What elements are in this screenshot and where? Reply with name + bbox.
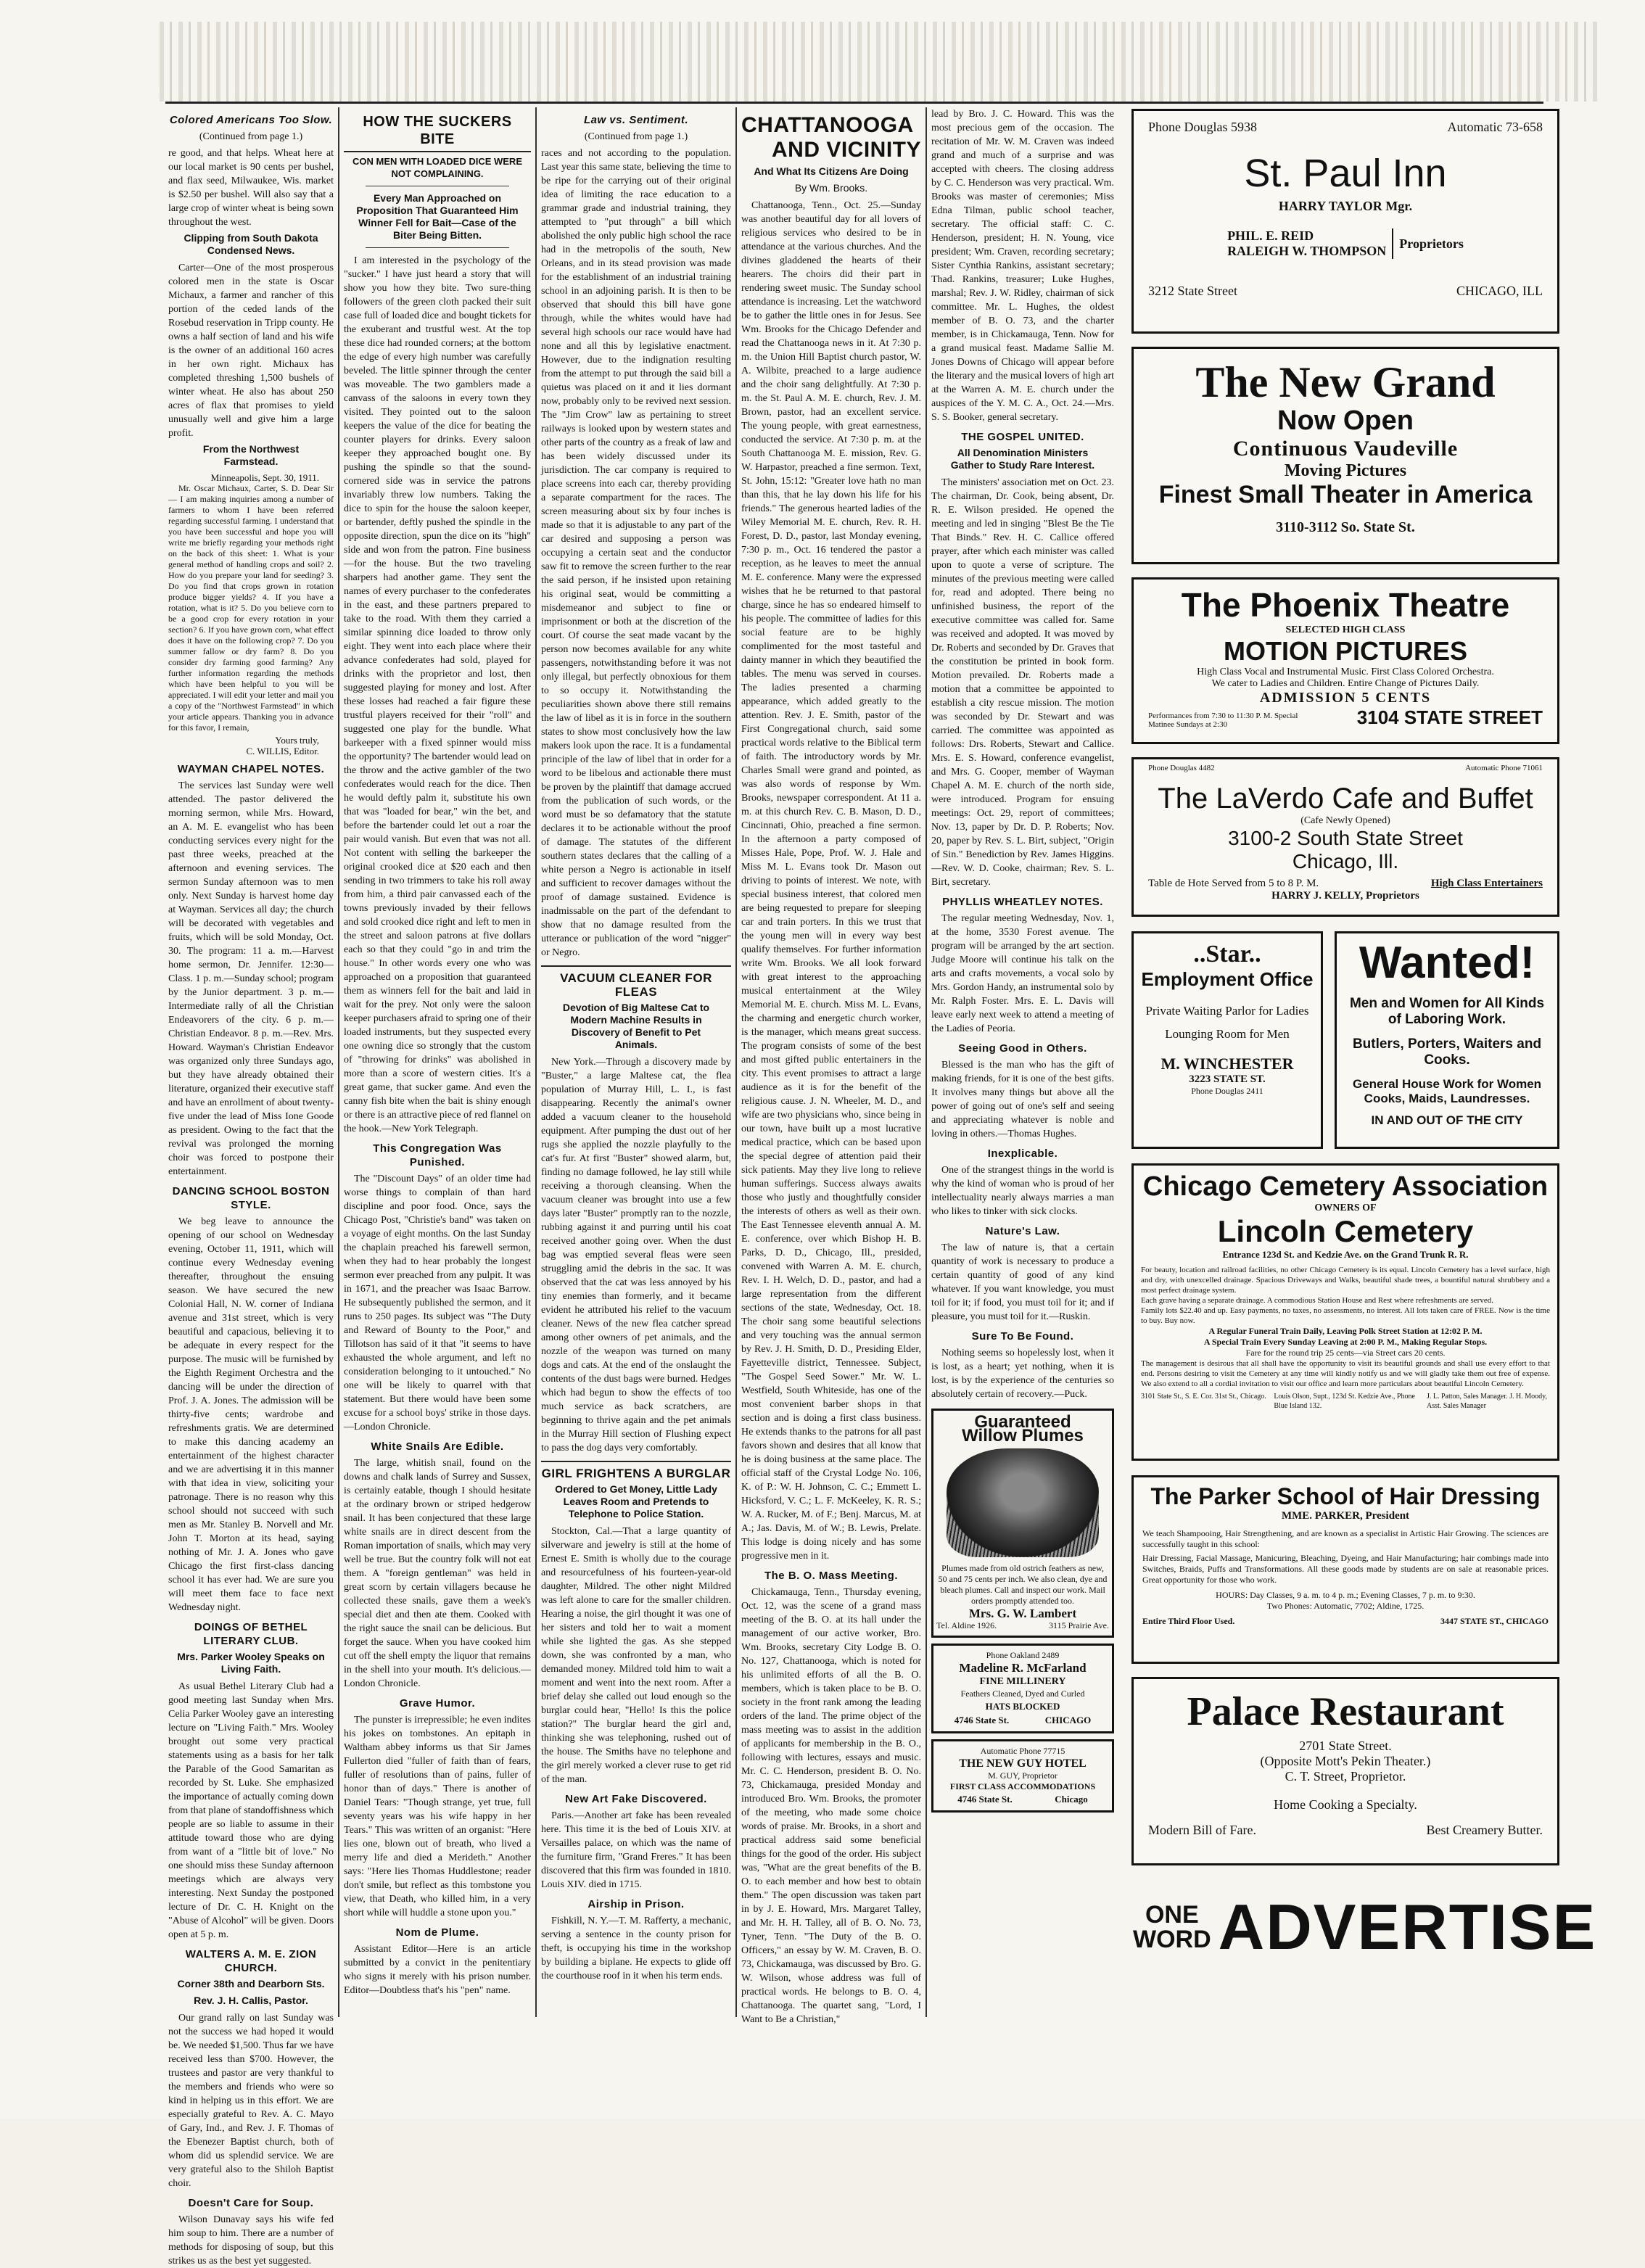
ad-grand-open: Now Open bbox=[1277, 405, 1414, 436]
ad-cemetery-special: A Special Train Every Sunday Leaving at 2:00 P. M., Making Regular Stops. bbox=[1203, 1337, 1488, 1347]
ad-new-guy-hotel bbox=[931, 1739, 1114, 1813]
ad-grand-vaudeville: Continuous Vaudeville bbox=[1232, 437, 1459, 461]
ad-laverdo-cafe bbox=[1131, 757, 1559, 917]
ad-phoenix-footer bbox=[1134, 706, 1557, 729]
article-paragraph: New York.—Through a discovery made by "Buster," a large Maltese cat, the flea population of Murray Hill, L. I., is fast disappearing. Recently the animal's owner added a vacuum cleaner to the household equipment. After pumping the dust out of her rugs she applied the nozzle playfully to the cat's fur. At first "Buster" showed alarm, but, finding no damage followed, he lay still while receiving a thorough cleansing. When the vacuum cleaner was brought into use a few days later "Buster" promptly ran to the nozzle, rubbing against it and purring until his coat received another going over. When the dust bag was emptied several fleas were seen struggling amid the debris in the sac. It was observed that the cat was less annoyed by his tiny enemies than formerly, and it became evident he attributed his relief to the vacuum cleaner. News of the new flea catcher spread among other owners of pet animals, and the nozzle of the weapon was turned on many dogs and cats. At the end of the onslaught the contents of the dust bags were burned. Hedges which had begun to show the effects of too much service as back scratchers, are beginning to thrive again and the pet animals in the Murray Hill section of Flushing expect to pass the dog days very comfortably. bbox=[541, 1057, 731, 1453]
letter-close: Yours truly, bbox=[275, 735, 319, 746]
continued-note: (Continued from page 1.) bbox=[584, 131, 688, 142]
headline-nom-de-plume: Nom de Plume. bbox=[395, 1926, 479, 1939]
article-paragraph: We beg leave to announce the opening of our school on Wednesday evening, October 11, 1911, which will continue every Wednesday evening thereafter, throughout the ensuing season. We have secured the new Colonial Hall, N. W. corner of Indiana avenue and 31st street, which is very beautiful and capacious, believing it to be adequate in every respect for the purpose. The music will be furnished by the Eighth Regiment Orchestra and the dancing will be under the direction of Prof. J. A. Jones. The admission will be thirty-five cents; wardrobe and refreshments gratis. We are determined to make this dancing academy an entertainment of the highest character and we are advertising it in this manner with that idea in view, soliciting your patronage. There is no reason why this school should not succeed with such men as Mr. Stanley B. Norvell and Mr. John T. Morton at its head, saying nothing of Mr. J. A. Jones who gave Chicago the first first-class dancing school it has ever had. We are sure you will meet them face to face next Wednesday night. bbox=[168, 1216, 334, 1613]
ad-millinery-city: CHICAGO bbox=[1044, 1715, 1092, 1725]
ad-grand-pictures: Moving Pictures bbox=[1284, 461, 1407, 480]
ad-star-line-2: Lounging Room for Men bbox=[1165, 1027, 1290, 1041]
ad-cemetery-fare: Fare for the round trip 25 cents—via Street cars 20 cents. bbox=[1245, 1348, 1446, 1358]
article-paragraph: Blessed is the man who has the gift of making friends, for it is one of the best gifts. It involves many things but above all the power of going out of one's self and seeing and appreciating whatever is noble and loving in others.—Thomas Hughes. bbox=[931, 1060, 1114, 1139]
ad-cemetery-p2: Each grave having a separate drainage. A commodious Station House and Rest where refreshments are served. bbox=[1141, 1296, 1493, 1305]
headline-soup: Doesn't Care for Soup. bbox=[188, 2197, 314, 2209]
ad-plumes-footer bbox=[936, 1620, 1109, 1631]
ad-stpaul-city: CHICAGO, ILL bbox=[1456, 284, 1543, 298]
ad-cemetery-lincoln: Lincoln Cemetery bbox=[1217, 1214, 1474, 1248]
article-paragraph: The punster is irrepressible; he even indites his jokes on tombstones. An epitaph in Waltham abbey informs us that Sir James Fullerton died "fuller of faith than of fears, fuller of resolutions than of pains, fuller of honor than of days." There is another of Daniel Tears: "Though strange, yet true, full seventy years was his wife happy in her Tears." This was written of an organist: "Here lies one, blown out of breath, who lived a merry life and died a Merideth." Another says: "Here lies Thomas Huddlestone; reader don't smile, but reflect as this tombstone you view, that Death, who killed him, in a very short while will huddle a stone upon you." bbox=[344, 1715, 531, 1918]
ad-stpaul-name: St. Paul Inn bbox=[1244, 152, 1447, 195]
article-paragraph: races and not according to the population. Last year this same state, believing the time to be ripe for the carrying out of their original idea of limiting the race education to a grammar grade and industrial training, they attempted to "put through" a bill which abolished the only public high school the race had in the metropolis of the south, New Orleans, and in its stead provision was made for the establishment of an industrial training school in an adjoining parish. It is then to be observed that should this bill have gone through, while the whites would have had several high schools our race would have had none and all this by legislative enactment. However, due to the indignation resulting from the attempt to put through the said bill a quietus was placed on it and it lies dormant now, probably only to be revived next session. The "Jim Crow" law as pertaining to street railways is looked upon by western states and other parts of the country as a freak of law and has been widely discussed under its jurisdiction. The car company is required to place screens into each car, thereby providing a separate compartment for the races. The screen measuring about six by four inches is made so that it is adjustable to any part of the car desired and supposing a person was occupying a certain seat and the conductor saw fit to remove the screen further to the rear the said person, if he insisted upon retaining his original seat, would be committing a misdemeanor and subject to fine or imprisonment or both at the discretion of the court. Of course the seat made vacant by the person now becomes available for any white passengers, notwithstanding before it was not only illegal, but perfectly obnoxious for them to so occupy it. Notwithstanding the peculiarities shown above there still remains the law of libel as it is in force in the southern states to show most conclusively how the law makers look upon the race. It is a fundamental principle of the law of libel that in order for a word to be libelous and actionable there must be proven by the plaintiff that damage accrued from the publication of such words, or the word must be so defamatory that the statute declares it to be actionable without the proof of damage. The statutes of the different southern states declares that the calling of a white person a Negro is actionable in itself and sufficient to recover damages without the proof of damage sustained. Evidence is inadmissable on the part of the defendant to show that no damage resulted from the utterance or publication of the word "nigger" or Negro. bbox=[541, 148, 731, 958]
ad-wanted bbox=[1335, 931, 1559, 1149]
ad-plumes-tel: Tel. Aldine 1926. bbox=[936, 1620, 997, 1630]
ad-millinery bbox=[931, 1644, 1114, 1733]
headline-bethel: DOINGS OF BETHEL LITERARY CLUB. bbox=[194, 1621, 308, 1647]
column-2 bbox=[344, 107, 531, 2032]
advertise-big: ADVERTISE bbox=[1218, 1891, 1597, 1963]
ad-star-line-1: Private Waiting Parlor for Ladies bbox=[1145, 1004, 1309, 1018]
ad-star-address: 3223 STATE ST. bbox=[1189, 1073, 1266, 1085]
ad-laverdo-auto: Automatic Phone 71061 bbox=[1465, 764, 1543, 772]
ad-laverdo-address: 3100-2 South State Street bbox=[1228, 827, 1463, 849]
article-paragraph: Our grand rally on last Sunday was not the success we had hoped it would be. We needed $1,500. Thus far we have received less than $700. However, the trustees and pastor are very thankful to the members and friends who were so kind in helping us in this effort. We are especially grateful to Rev. A. C. Mayo of Gary, Ind., and Rev. J. F. Thomas of the Ebenezer Baptist church, both of whom did us splendid service. We are very grateful also to the Shiloh Baptist choir. bbox=[168, 2013, 334, 2189]
ad-palace-proprietor: C. T. Street, Proprietor. bbox=[1285, 1769, 1406, 1784]
article-paragraph: The regular meeting Wednesday, Nov. 1, at the home, 3530 Forest avenue. The program will be arranged by the art section. Judge Moore will continue his talk on the arts and crafts movements, a vocal solo by Mrs. Gordon Handy, an instrumental solo by Mr. Ralph Foster. Mrs. E. L. Davis will leave early next week to attend a meeting of the Ladies of Peoria. bbox=[931, 913, 1114, 1034]
ad-plumes-title-2: Willow Plumes bbox=[962, 1426, 1084, 1446]
deck-suckers-1: CON MEN WITH LOADED DICE WERE NOT COMPLAINING. bbox=[352, 156, 522, 179]
ad-plumes-address: 3115 Prairie Ave. bbox=[1049, 1620, 1109, 1630]
article-paragraph: re good, and that helps. Wheat here at our local market is 90 cents per bushel, and flax seed, Milwaukee, Wis. market is $2.50 per bushel. Will also say that a large crop of winter wheat is being sown throughout the west. bbox=[168, 148, 334, 228]
column-divider bbox=[735, 107, 737, 2017]
headline-airship: Airship in Prison. bbox=[588, 1898, 685, 1910]
headline-art-fake: New Art Fake Discovered. bbox=[565, 1793, 707, 1805]
subhead-bethel: Mrs. Parker Wooley Speaks on Living Faith. bbox=[177, 1651, 325, 1675]
ad-parker-name: The Parker School of Hair Dressing bbox=[1150, 1483, 1541, 1509]
article-paragraph: Chattanooga, Tenn., Oct. 25.—Sunday was another beautiful day for all lovers of religious services who desired to be in attendance at the various churches. And the divines gladdened the hearts of their hearers. The choirs did their part in rendering sweet music. The Sunday school attendance is increasing. Let the watchword be to gather the little ones in for Jesus. See Wm. Brooks for the Chicago Defender and read the Chattanooga news in it. At 7:30 p. m. the Union Hill Baptist church pastor, W. A. Wilbite, preached to a large audience and the choir sang delightfully. At 7:30 p. m. the St. Paul A. M. E. church, Rev. J. M. Brown, pastor, had an excellent service. The young people, with great earnestness, conducted the service. At 7:30 p. m. at the South Chattanooga M. E. mission, Rev. G. W. Harpastor, preached a fine sermon. Text, St. John, 15:12: "Greater love hath no man than this, that he lay down his life for his friends." The generous hearted ladies of the Wiley Memorial M. E. church, Rev. R. H. Forest, D. D., pastor, last Monday evening, 7:30 p. m., Oct. 16 tendered the pastor a reception, as he leaves to meet the annual M. E. conference. Many were the expressed wishes that he be returned to that pastoral charge, since he has so endeared himself to his people. The committee of ladies for this social feature are to be highly complimented for the most tasteful and dainty manner in which they beautified the tables. The menu was served in courses. The ladies presented a charming appearance, which added greatly to the attention. Rev. J. E. Smith, pastor of the First Congregational church, said some practical words relative to the Biblical term of faith. The introductory words by Mr. Charles Small were grand and pointed, as was also words of response by Wm. Brooks, newspaper correspondent. At 11 a. m. at this church Rev. C. B. Mason, D. D., Cincinnati, Ohio, preached a fine sermon. In the afternoon a party composed of Misses Hale, Pope, Prof. W. J. Hale and Miss M. L. Evans took Dr. Mason out driving to points of interest. We note, with special business interest, that colored men are being requested to prepare for sleeping car and train porters. In this we trust that the young men will in every way best qualify themselves. For further information write Wm. Brooks. We all look forward with great interest to the approaching musical entertainment at the Wiley Memorial M. E. church. Miss M. L. Evans, the charming and energetic church worker, is the manager, which means great success. The program consists of some of the best and most gifted public entertainers in the city. This event promises to attract a large audience as it is for the benefit of the religious cause. J. N. Wheeler, M. D., and wife are two physicians who, since being in our town, have built up a most lucrative medical practice, which can be based upon the special degree of attention paid their sick patients. May they live long to relieve human sufferings. Success always awaits those who justly and thoughtfully consider the interests of others as well as their own. The East Tennessee eleventh annual A. M. E. conference, over which Bishop H. B. Parks, D. D., Chicago, Ill., presided, convened with Warren A. M. E. church, Rev. I. H. Welch, D. D., pastor, and had a large representation from the different sections of the state, Wednesday, Oct. 18. The choir sang some beautiful selections and very touching was the annual sermon by Rev. J. H. Smith, D. D., Presiding Elder, Fayetteville district, Tennessee. Subject, "The Gospel Seed Sower." Mr. W. L. Westfield, South Whiteside, has one of the most convenient barber shops in that section and is doing a first class business. He extends thanks to the patrons for all past favors shown and desires that all know that he is doing business at the same place. The official staff of the Crystal Lodge No. 106, K. of P.: W. H. Johnson, C. C.; Emmett L. Hicksford, V. C.; L. F. McKeeley, K. R. S.; W. A. Rucker, M. of F.; Benj. Marcus, M. at A.; Jas. Davis, M. of W.; B. Lewis, Prelate. This lodge is doing nicely and has some progressive men in it. bbox=[741, 200, 921, 1562]
ad-parker-footer bbox=[1142, 1616, 1549, 1627]
ad-hotel-address: 4746 State St. bbox=[957, 1794, 1013, 1805]
column-1 bbox=[168, 107, 334, 2267]
headline-colored-americans: Colored Americans Too Slow. bbox=[169, 114, 333, 126]
ad-millinery-text: Feathers Cleaned, Dyed and Curled bbox=[960, 1688, 1085, 1699]
headline-girl-burglar: GIRL FRIGHTENS A BURGLAR bbox=[541, 1461, 731, 1480]
ad-palace-opposite: (Opposite Mott's Pekin Theater.) bbox=[1260, 1754, 1431, 1768]
letter-text: Mr. Oscar Michaux, Carter, S. D. Dear Sir— I am making inquiries among a number of farmers to whom I have been referred regarding successful farming. I understand that you have been successful and hope you will write me briefly regarding your methods right on the back of this sheet: 1. What is your general method of handling crops and soil? 2. How do you prepare your land for seeding? 3. Do you find that crops grown in rotation produce bigger yields? 4. If you have a rotation, what is it? 5. Do you believe corn to be a good crop for every rotation in your section? 6. If you have grown corn, what effect does it have on the following crop? 7. Do you summer fallow or dry farm? 8. Do you consider dry farming good farming? Any further information regarding the methods which have been helpful to you will be appreciated. I will edit your letter and mail you a copy of the "Northwest Farmstead" in which your article appears. Thanking you in advance for this favor, I remain, bbox=[168, 483, 334, 733]
ad-laverdo-new: (Cafe Newly Opened) bbox=[1300, 815, 1390, 826]
headline-natures-law: Nature's Law. bbox=[985, 1225, 1060, 1237]
ad-stpaul-auto: Automatic 73-658 bbox=[1447, 120, 1543, 134]
ad-wanted-line-4: IN AND OUT OF THE CITY bbox=[1371, 1113, 1523, 1127]
ad-parker-address: 3447 STATE ST., CHICAGO bbox=[1440, 1616, 1549, 1626]
deck-girl: Ordered to Get Money, Little Lady Leaves Room and Pretends to Telephone to Police Station. bbox=[555, 1483, 717, 1519]
ad-phoenix-address: 3104 STATE STREET bbox=[1356, 706, 1543, 728]
article-paragraph: Wilson Dunavay says his wife fed him soup to him. There are a number of methods for disposing of soup, but this strikes us as the best yet suggested. bbox=[168, 2214, 334, 2267]
ad-palace-restaurant bbox=[1131, 1677, 1559, 1865]
ad-millinery-hats: HATS BLOCKED bbox=[985, 1701, 1060, 1712]
ad-parker-floor: Entire Third Floor Used. bbox=[1142, 1616, 1235, 1626]
ad-cemetery-footer bbox=[1141, 1392, 1550, 1411]
ad-laverdo-entertainers: High Class Entertainers bbox=[1430, 878, 1543, 889]
ad-cemetery-sales bbox=[1427, 1392, 1550, 1411]
ad-phoenix-admission: ADMISSION 5 CENTS bbox=[1259, 690, 1432, 706]
ad-hotel-name: THE NEW GUY HOTEL bbox=[959, 1757, 1087, 1770]
ad-parker-hours: HOURS: Day Classes, 9 a. m. to 4 p. m.; Evening Classes, 7 p. m. to 9:30. bbox=[1216, 1590, 1475, 1600]
ad-plumes-owner: Mrs. G. W. Lambert bbox=[968, 1607, 1077, 1620]
ad-parker-president: MME. PARKER, President bbox=[1281, 1510, 1410, 1522]
letter-signature: C. WILLIS, Editor. bbox=[246, 746, 319, 756]
ad-grand-address: 3110-3112 So. State St. bbox=[1276, 519, 1415, 535]
deck-suckers-2: Every Man Approached on Proposition That Guaranteed Him Winner Fell for Bait—Case of the Biter Being Bitten. bbox=[356, 192, 519, 241]
ad-cemetery-train: A Regular Funeral Train Daily, Leaving Polk Street Station at 12:02 P. M. bbox=[1208, 1326, 1483, 1336]
article-paragraph: One of the strangest things in the world is why the kind of woman who is proud of her intellectuality nearly always marries a man who likes to tinker with sick clocks. bbox=[931, 1165, 1114, 1217]
ad-wanted-head: Wanted! bbox=[1359, 938, 1535, 988]
ad-cemetery-owners: OWNERS OF bbox=[1314, 1203, 1377, 1213]
subhead-farmstead: From the Northwest Farmstead. bbox=[202, 443, 300, 467]
ad-parker-p1: We teach Shampooing, Hair Strengthening, and are known as a specialist in Artistic Hair Growing. The sciences are successfully taught in this school: bbox=[1142, 1528, 1549, 1549]
ad-cemetery-asst-mgr: J. H. Moody, Asst. Sales Manager bbox=[1426, 1393, 1547, 1410]
ad-laverdo-city: Chicago, Ill. bbox=[1292, 850, 1399, 873]
column-divider bbox=[338, 107, 339, 2017]
headline-suckers: HOW THE SUCKERS BITE bbox=[344, 113, 531, 152]
ad-phoenix-selected: SELECTED HIGH CLASS bbox=[1285, 624, 1406, 635]
ad-palace-footer bbox=[1134, 1823, 1557, 1838]
ad-phoenix-theatre bbox=[1131, 577, 1559, 744]
ad-star-name: ..Star.. bbox=[1193, 941, 1261, 968]
advertise-banner bbox=[1133, 1887, 1597, 1967]
torn-masthead-edge bbox=[160, 22, 1603, 102]
article-paragraph: The large, whitish snail, found on the downs and chalk lands of Surrey and Sussex, is certainly eatable, though I should hesitate at the ordinary brown or striped hedgerow snail. It has been conjectured that these large white snails are in direct descent from the Roman importation of snails, which may very well be true. But the country folk will not eat them. A "foreign gentleman" was held in great scorn by certain villagers because he collected these snails, gave them a week's special diet and then ate them. Cooked with the right sauce the snail can be delicious. But forget the sauce. When you have cooked him cut off the shell empty the liquor that remains in the shell into your mouth. It's delicious.—London Chronicle. bbox=[344, 1458, 531, 1689]
ad-cemetery-p1: For beauty, location and railroad facilities, no other Chicago Cemetery is its equal. Lincoln Cemetery has a level surface, high and dry, with unexcelled drainage. Spacious Driveways and Walks, beautiful shade trees, a bountiful natural shrubbery and a most perfect drainage system. bbox=[1141, 1266, 1550, 1295]
ad-stpaul-mgr: HARRY TAYLOR Mgr. bbox=[1278, 199, 1413, 213]
article-paragraph: The law of nature is, that a certain quantity of work is necessary to produce a certain quantity of good of any kind whatever. If you want knowledge, you must toil for it; if food, you must toil for it; and if pleasure, you must toil for it.—Ruskin. bbox=[931, 1242, 1114, 1322]
ad-plumes-title-1: Guaranteed bbox=[974, 1412, 1071, 1432]
ad-cemetery-supt: Louis Olson, Supt., 123d St. Kedzie Ave., Phone Blue Island 132. bbox=[1274, 1393, 1415, 1410]
ad-phoenix-performances: Performances from 7:30 to 11:30 P. M. Special Matinee Sundays at 2:30 bbox=[1148, 712, 1298, 729]
ad-wanted-line-2: Butlers, Porters, Waiters and Cooks. bbox=[1352, 1036, 1542, 1068]
ad-parker-phones: Two Phones: Automatic, 7702; Aldine, 1725. bbox=[1266, 1601, 1425, 1611]
column-4 bbox=[741, 107, 921, 2032]
article-paragraph: Nothing seems so hopelessly lost, when it is lost, as a heart; yet nothing, when it is lost, is by the experience of the centuries so absolutely certain of recovery.—Puck. bbox=[931, 1348, 1114, 1400]
ad-millinery-address: 4746 State St. bbox=[954, 1715, 1010, 1725]
ad-grand-name: The New Grand bbox=[1195, 358, 1496, 406]
ad-phoenix-motion: MOTION PICTURES bbox=[1223, 636, 1467, 666]
ad-plumes-text: Plumes made from old ostrich feathers as new, 50 and 75 cents per inch. We also clean, dye and bleach plumes. Call and inspect our work. Mail orders promptly attended too. bbox=[938, 1563, 1108, 1606]
ad-new-grand bbox=[1131, 347, 1559, 564]
ad-cemetery-p4: The management is desirous that all shall have the opportunity to visit its beautiful grounds and shall use every effort to that end. Persons desiring to visit the Cemetery at any time will kindly notify us and we will gladly take them out free of expense. We also extend to all a cordial invitation to visit our office and learn more particulars about beautiful Lincoln Cemetery. bbox=[1141, 1359, 1550, 1388]
article-paragraph: As usual Bethel Literary Club had a good meeting last Sunday when Mrs. Celia Parker Wooley gave an interesting lecture on "Living Faith." Mrs. Wooley brought out some very practical statements using as a basis for her talk the Parable of the Good Samaritan as recorded by St. Luke. She emphasized the importance of actually coming down from that plane of standoffishness which people are so liable to assume in their attitude toward those who are dying from want of a "little bit of love." No one should miss these Sunday afternoon meetings which are always very interesting. Next Sunday the postponed lecture of Dr. C. H. Knight on the "Abuse of Alcohol" will be given. Doors open at 5 p. m. bbox=[168, 1681, 334, 1940]
headline-dancing-school: DANCING SCHOOL BOSTON STYLE. bbox=[172, 1185, 330, 1211]
article-paragraph: Fishkill, N. Y.—T. M. Rafferty, a mechanic, serving a sentence in the county prison for theft, is occupying his time in the workshop by building a biplane. He expects to glide off the courthouse roof in it when his term ends. bbox=[541, 1916, 731, 1982]
ad-cemetery-name: Chicago Cemetery Association bbox=[1142, 1171, 1549, 1202]
article-paragraph: Paris.—Another art fake has been revealed here. This time it is the bed of Louis XIV. at Versailles palace, on which was the name of the furniture firm, "Grand Freres." It has been discovered that this firm was founded in 1810. Louis XIV. died in 1715. bbox=[541, 1810, 731, 1890]
article-paragraph: Assistant Editor—Here is an article submitted by a convict in the penitentiary who signs it merely with his prison number. Editor—Doubtless that's his "pen" name. bbox=[344, 1944, 531, 1996]
ad-palace-bill: Modern Bill of Fare. bbox=[1148, 1823, 1256, 1837]
ad-palace-name: Palace Restaurant bbox=[1187, 1689, 1504, 1734]
column-3 bbox=[541, 107, 731, 2032]
ad-star-proprietor: M. WINCHESTER bbox=[1160, 1055, 1294, 1073]
headline-phyllis-wheatley: PHYLLIS WHEATLEY NOTES. bbox=[942, 896, 1103, 908]
article-paragraph: The "Discount Days" of an older time had worse things to complain of than hard discipline and poor food. Once, says the Chicago Post, "Christie's band" was taken on a voyage of eight months. On the last Sunday the chaplain preached his farewell sermon, when they had to hear probably the longest sermon ever preached from any pulpit. It was in 1671, and the preacher was Isaac Barrow. He subsequently published the sermon, and it runs to 250 pages. Its subject was "The Duty and Reward of Bounty to the Poor," and Tillotson has said of it that "it seems to have exhausted the whole argument, and left no consideration belonging to it untouched." No one will be likely to quarrel with that statement. But there would have been some excuse for a school boys' strike in those days.—London Chronicle. bbox=[344, 1174, 531, 1432]
advertise-one: ONE bbox=[1145, 1901, 1199, 1929]
ad-stpaul-prop-2: RALEIGH W. THOMPSON bbox=[1227, 244, 1387, 258]
separator bbox=[366, 247, 509, 248]
ad-phoenix-line-1: High Class Vocal and Instrumental Music. First Class Colored Orchestra. bbox=[1197, 667, 1494, 677]
continued-note: (Continued from page 1.) bbox=[199, 131, 303, 142]
ad-cemetery-office: 3101 State St., S. E. Cor. 31st St., Chicago. bbox=[1141, 1393, 1266, 1401]
ad-wanted-line-3: General House Work for Women Cooks, Maids, Laundresses. bbox=[1352, 1077, 1542, 1105]
headline-white-snails: White Snails Are Edible. bbox=[371, 1440, 504, 1453]
dateline: Minneapolis, Sept. 30, 1911. bbox=[210, 472, 319, 483]
headline-gospel-united: THE GOSPEL UNITED. bbox=[961, 431, 1084, 443]
top-rule bbox=[165, 102, 1543, 104]
advertise-word: WORD bbox=[1133, 1926, 1211, 1953]
ad-star-office: Employment Office bbox=[1141, 968, 1314, 990]
ad-millinery-name: Madeline R. McFarland bbox=[959, 1661, 1087, 1675]
deck-chattanooga: And What Its Citizens Are Doing bbox=[754, 165, 909, 177]
ad-hotel-prop: M. GUY, Proprietor bbox=[988, 1770, 1058, 1781]
ad-phoenix-line-2: We cater to Ladies and Children. Entire Change of Pictures Daily. bbox=[1211, 678, 1480, 689]
ad-stpaul-props-label: Proprietors bbox=[1399, 236, 1464, 251]
ad-parker-p2: Hair Dressing, Facial Massage, Manicuring, Bleaching, Dyeing, and Hair Manufacturing; hair combings made into Switches, Braids, Puffs and Transformations. All these goods made by students are on sale at reasonable prices. Great opportunity for those who work. bbox=[1142, 1553, 1549, 1585]
headline-grave-humor: Grave Humor. bbox=[399, 1697, 476, 1710]
ad-palace-home: Home Cooking a Specialty. bbox=[1274, 1797, 1417, 1812]
headline-congregation: This Congregation Was Punished. bbox=[373, 1142, 502, 1168]
ad-star-phone: Phone Douglas 2411 bbox=[1191, 1086, 1263, 1096]
headline-law-sentiment: Law vs. Sentiment. bbox=[583, 114, 689, 126]
ad-hotel-city: Chicago bbox=[1055, 1794, 1088, 1805]
headline-zion-church: WALTERS A. M. E. ZION CHURCH. bbox=[185, 1948, 317, 1974]
ad-millinery-footer bbox=[936, 1713, 1109, 1727]
ad-millinery-phone: Phone Oakland 2489 bbox=[986, 1650, 1060, 1660]
article-paragraph: Chickamauga, Tenn., Thursday evening, Oct. 12, was the scene of a grand mass meeting of the B. O. at its hall under the management of our active worker, Bro. Wm. Brooks, secretary City Lodge B. O. No. 127, Chattanooga, which is noted for his unlimited efforts of all the B. O. members, which is taken place to be B. O. society in the front rank among the leading orders of the land. The prime object of the mass meeting was to assist in the addition of applicants for membership in the B. O., following with lectures, essays and music. Mr. C. C. Henderson, president B. O. No. 73, Chickamauga, presided Monday and introduced Bro. Wm. Brooks, the promoter of the meeting, who made some choice words of praise. Mr. Brooks, in a short and practical address said some beneficial things for the good of the order. His subject was, "What are the great benefits of the B. O. to each member and how best to obtain them." The open discussion was taken part in by J. E. Howard, Mrs. Margaret Talley, and Mr. H. H. Talley, all of B. O. No. 73, Tyner, Tenn. "The Duty of the B. O. Officers," an essay by W. M. Craven, B. O. 73, Chickamauga, was discussed by Bro. G. W. Wilson, whose address was full of practical words. He belongs to B. O. 4, Chattanooga. The quartet sang, "Lord, I Want to Be a Christian," bbox=[741, 1587, 921, 2025]
ad-wanted-line-1: Men and Women for All Kinds of Laboring Work. bbox=[1349, 996, 1545, 1027]
plume-illustration bbox=[947, 1448, 1099, 1557]
ad-palace-address: 2701 State Street. bbox=[1299, 1739, 1392, 1753]
ad-hotel-acc: FIRST CLASS ACCOMMODATIONS bbox=[949, 1781, 1096, 1791]
ad-millinery-line: FINE MILLINERY bbox=[979, 1676, 1066, 1687]
ad-stpaul-prop-1: PHIL. E. REID bbox=[1227, 228, 1314, 243]
ad-hotel-footer bbox=[936, 1792, 1109, 1806]
headline-vacuum-cleaner: VACUUM CLEANER FOR FLEAS bbox=[541, 965, 731, 999]
ad-hotel-phone: Automatic Phone 77715 bbox=[980, 1746, 1065, 1756]
ad-laverdo-phones bbox=[1134, 764, 1557, 772]
subhead-zion: Corner 38th and Dearborn Sts. bbox=[177, 1978, 325, 1989]
zion-pastor: Rev. J. H. Callis, Pastor. bbox=[194, 1995, 308, 2006]
headline-vicinity: AND VICINITY bbox=[771, 138, 921, 162]
headline-wayman: WAYMAN CHAPEL NOTES. bbox=[177, 763, 325, 775]
subhead-clipping: Clipping from South Dakota Condensed News. bbox=[184, 232, 318, 256]
headline-inexplicable: Inexplicable. bbox=[987, 1147, 1058, 1160]
byline: By Wm. Brooks. bbox=[794, 182, 868, 194]
headline-bo-mass-meeting: The B. O. Mass Meeting. bbox=[764, 1570, 899, 1582]
headline-seeing-good: Seeing Good in Others. bbox=[958, 1042, 1087, 1055]
ad-laverdo-phone: Phone Douglas 4482 bbox=[1148, 764, 1215, 772]
ad-parker-school bbox=[1131, 1475, 1559, 1664]
ad-cemetery-sales-mgr: J. L. Patton, Sales Manager. bbox=[1426, 1393, 1508, 1401]
article-paragraph: Carter—One of the most prosperous colored men in the state is Oscar Michaux, a farmer and rancher of this portion of the ceded lands of the Rosebud reservation in Tripp county. He owns a half section of land and his wife is the owner of an additional 160 acres in her own right. Michaux has completed threshing 1,500 bushels of winter wheat. He also has about 250 acres of flax that promises to yield unusually well and give him a large profit. bbox=[168, 263, 334, 439]
article-paragraph: I am interested in the psychology of the "sucker." I have just heard a story that will show you how they bite. Two sure-thing followers of the green cloth packed their suit case full of loaded dice and bought tickets for the exuberant and trustful west. At the top these dice had rounded corners; at the bottom the edge of every high number was carefully beveled. The little spinner through the center was moveable. The two gamblers made a canvass of the saloons in every town they visited. They pointed out to the saloon keepers the value of the dice for beating the counter players for drinks. Every saloon keeper they approached bought one. By pushing the spindle so that the sound-cornered side was in service the patrons invariably threw low numbers. Taking the dice to spin for the house the saloon keeper, or bartender, deftly pushed the spindle in the opposite direction, spun the dice on its "high" side and won from the patron. Fine business—for the house. But the two traveling sharpers had another game. They sent the names of every purchaser to the confederates in the east, and these partners prepared to take to the road. With them they carried a similar spinning dice loaded to throw only eight. They went into each place where their advance confederates had sold, played for drinks with the proprietor and lost, then suggested playing for money and lost. After these losses had reached a fair figure these trustful players received for their "roll" and suggested one play for the bundle. What barkeeper with a fixed spinner would miss the opportunity? The bartender would lead on the throw and the active gambler of the two confederates would reach for the dice. Then he would deftly palm it, substitute his own that was "loaded for bear," win the bet, and before the bartender could let out a roar the pair would vanish. But even that was not all. Not content with selling the barkeeper the original crooked dice at $20 each and then sending in two trimmers to take his roll away from him, a third pair canvassed each of the towns previously invaded by their fellows and sold crooked dice right and left to men in the street and saloon patrons at five dollars each so that they could "go in and trim the house." In other words every one who was approached on a proposition that guaranteed them as winners fell for the bait and laid in wait for the prey. Not only were the saloon keeper purchasers afraid to spring one of their loaded instruments, but they suspected every one owning dice so strongly that the custom of "throwing for drinks" was abolished in more than a score of western cities. It's a great game, that sucker game. And even the canny fish bite when the bait is shiny enough or there is an attractive piece of red flannel on the hook.—New York Telegraph. bbox=[344, 255, 531, 1134]
ad-cemetery-entrance: Entrance 123d St. and Kedzie Ave. on the Grand Trunk R. R. bbox=[1222, 1249, 1469, 1260]
ad-stpaul-prop-names bbox=[1227, 228, 1393, 259]
deck-vacuum: Devotion of Big Maltese Cat to Modern Machine Results in Discovery of Benefit to Pet Animals. bbox=[562, 1002, 710, 1050]
column-divider bbox=[535, 107, 537, 2017]
ad-stpaul-phone: Phone Douglas 5938 bbox=[1148, 120, 1257, 134]
ad-laverdo-name: The LaVerdo Cafe and Buffet bbox=[1158, 783, 1533, 815]
ad-stpaul-phones bbox=[1134, 120, 1557, 135]
ad-palace-butter: Best Creamery Butter. bbox=[1426, 1823, 1543, 1837]
advertise-one-word bbox=[1133, 1902, 1211, 1952]
article-paragraph: lead by Bro. J. C. Howard. This was the most precious gem of the occasion. The recitation of Mr. W. M. Craven was indeed grand and much of a surprise and was accepted with cheers. The closing address by C. C. Henderson was very practical. Wm. Brooks was master of ceremonies; Miss Edna Tilman, public school teacher, secretary. The official staff: C. C. Henderson, president; H. N. Young, vice president; Wm. Craven, recording secretary; Sister Cynthia Rankins, assistant secretary; Thad. Rankins, treasurer; Luke Hughes, marshal; Rev. J. W. Ridley, chairman of sick committee. Mr. L. Hughes, the oldest member of B. O. 73, and the charter member, is in Chickamauga, Tenn. Now for a grand musical feast. Madame Sallie M. Jones Downs of Chicago will appear before the literary and the musical lovers of high art at the Warren A. M. E. church under the auspices of the Y. M. C. A., Oct. 24.—Mrs. S. S. Booker, general secretary. bbox=[931, 109, 1114, 423]
ad-st-paul-inn bbox=[1131, 109, 1559, 334]
ad-stpaul-proprietors bbox=[1134, 228, 1557, 259]
ad-laverdo-props: HARRY J. KELLY, Proprietors bbox=[1271, 890, 1419, 902]
ad-grand-finest: Finest Small Theater in America bbox=[1158, 481, 1533, 508]
headline-chattanooga: CHATTANOOGA bbox=[741, 113, 914, 137]
ad-phoenix-name: The Phoenix Theatre bbox=[1181, 586, 1510, 624]
ad-willow-plumes bbox=[931, 1409, 1114, 1638]
article-paragraph: Stockton, Cal.—That a large quantity of silverware and jewelry is still at the home of Ernest E. Smith is wholly due to the courage and resourcefulness of his fourteen-year-old daughter, Mildred. The other night Mildred was left alone to care for the smaller children. Hearing a noise, the girl thought it was one of her sisters and told her to wait a moment while she lighted the gas. As she stepped down, she was confronted by a man, who demanded money. Mildred told him to wait a moment and went into the next room. After a brief delay she called out loud enough so the burglar could hear, "Hello! Is this the police station?" The burglar heard the girl and, thinking she was telephoning, rushed out of the house. The Smiths have no telephone and the girl merely worked a clever ruse to get rid of the man. bbox=[541, 1526, 731, 1785]
ad-laverdo-table: Table de Hote Served from 5 to 8 P. M. bbox=[1148, 878, 1319, 889]
column-divider bbox=[925, 107, 927, 2017]
ad-star-employment bbox=[1131, 931, 1323, 1149]
article-paragraph: The services last Sunday were well attended. The pastor delivered the morning sermon, while Mrs. Howard, an A. M. E. evangelist who has been conducting services every night for the past three weeks, preached at the afternoon and evening services. The sermon Sunday afternoon was to men only. Next Sunday is harvest home day at Wayman. Services all day; the church will be decorated with vegetables and fruits, which will be sold Monday, Oct. 30. The program: 11 a. m.—Harvest home sermon, Dr. Jennifer. 12:30—Class. 1 p. m.—Sunday school; program by the Junior department. 3 p. m.—Intermediate rally of all the Christian Endeavorers of the city. 6 p. m.—Christian Endeavor. 8 p. m.—Rev. Mrs. Howard. Wayman's Christian Endeavor was organized only three Sundays ago, but they have already obtained their literature, organized their executive staff and have an enrollment of about twenty-five under the lead of Miss Ione Goode as president. Owing to the fact that the revival was prolonged the morning choir was forced to postpone their entertainment. bbox=[168, 780, 334, 1177]
ad-cemetery-p3: Family lots $22.40 and up. Easy payments, no taxes, no assessments, no interest. All lots taken care of FREE. Now is the time to buy. Buy now. bbox=[1141, 1306, 1550, 1325]
column-5 bbox=[931, 107, 1114, 2090]
ad-stpaul-address: 3212 State Street bbox=[1148, 284, 1237, 298]
headline-sure-found: Sure To Be Found. bbox=[971, 1330, 1074, 1343]
ad-laverdo-footer bbox=[1134, 873, 1557, 890]
article-paragraph: The ministers' association met on Oct. 23. The chairman, Dr. Cook, being absent, Dr. R. E. Wilson presided. He opened the meeting and led in singing "Blest Be the Tie That Binds." Rev. H. C. Callice offered prayer, after which each minister was called upon to quote a verse of scripture. The minutes of the previous meeting were called for, read and adopted. There being no unfinished business, the report of the executive committee was called for. Same was received and adopted. It was moved by Dr. Roberts and seconded by Dr. Graves that the constitution be printed in book form. Motion prevailed. Dr. Roberts made a motion that a committee be appointed to establish a city rescue mission. The motion was seconded by Dr. Stewart and was carried. The committee was appointed as follows: Drs. Roberts, Stewart and Callice. Mrs. E. S. Howard, conference evangelist, and Mrs. G. Cooper, member of Wayman Chapel A. M. E. church of the north side, were introduced. Program for ensuing meetings: Oct. 29, report of committees; Nov. 13, paper by Dr. D. P. Roberts; Nov. 20, paper by Rev. S. L. Birt, subject, "Origin of Sin." Benediction by Rev. James Higgins.—Rev. W. D. Cooke, chairman; Rev. S. L. Birt, secretary. bbox=[931, 477, 1114, 888]
deck-gospel: All Denomination Ministers Gather to Study Rare Interest. bbox=[950, 447, 1095, 471]
ad-stpaul-footer bbox=[1134, 284, 1557, 299]
ad-chicago-cemetery bbox=[1131, 1163, 1559, 1461]
